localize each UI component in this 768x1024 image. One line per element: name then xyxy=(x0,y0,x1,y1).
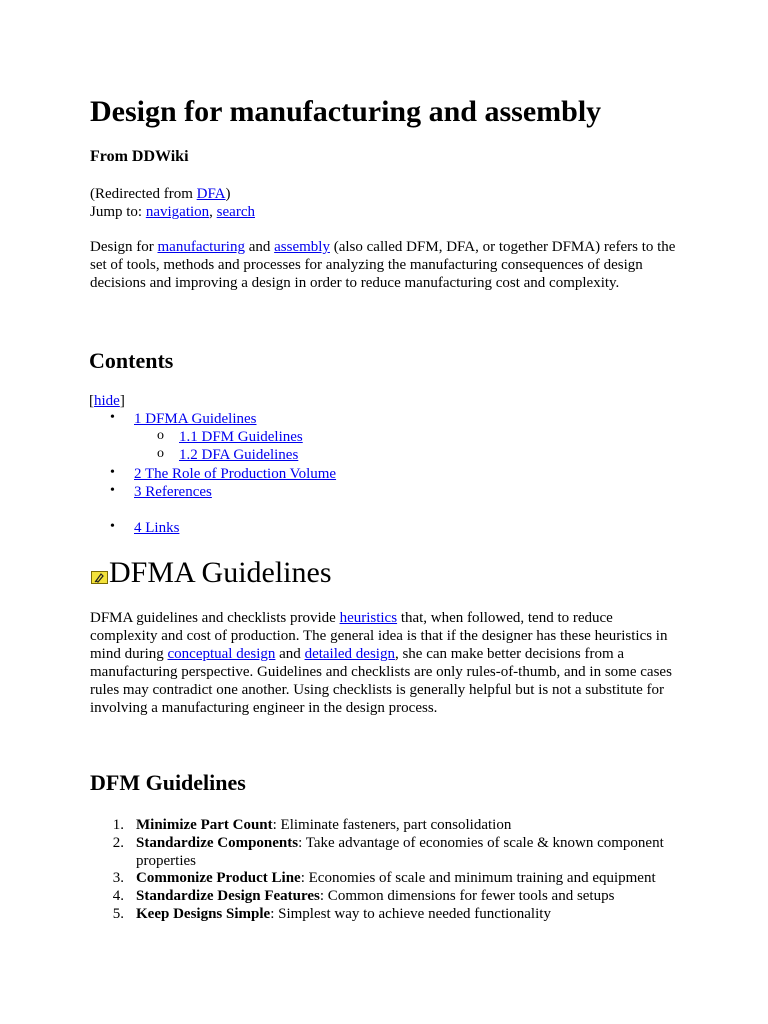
edit-section-icon[interactable] xyxy=(91,571,108,584)
toc-heading: Contents xyxy=(89,348,174,373)
dfma-paragraph: DFMA guidelines and checklists provide heuristics that, when followed, tend to reduce complexity and cost of production. The general idea is that if the designer has these heuristics in mind during conceptual design and detailed design, she can make better decisions from a manufacturing perspective. Guidelines and checklists are only rules-of-thumb, and in some cases rules may contradict one another. Using checklists is generally helpful but is not a substitute for involving a manufacturing engineer in the design process. xyxy=(90,610,672,716)
jump-navigation-link[interactable]: navigation xyxy=(145,204,210,220)
toc-item-references[interactable]: 3 References xyxy=(134,484,212,500)
list-item: Keep Designs Simple: Simplest way to achieve needed functionality xyxy=(136,906,551,922)
sub-bullet-marker: o xyxy=(157,446,164,461)
manufacturing-link[interactable]: manufacturing xyxy=(157,239,245,255)
list-number: 4. xyxy=(112,888,124,904)
sub-bullet-marker: o xyxy=(157,428,164,443)
list-item: Standardize Components: Take advantage of economies of scale & known component properties xyxy=(136,835,664,869)
heuristics-link[interactable]: heuristics xyxy=(339,610,398,626)
toc-item-dfma-guidelines[interactable]: 1 DFMA Guidelines xyxy=(134,411,257,427)
toc-hide-link[interactable]: hide xyxy=(94,393,120,409)
page-title: Design for manufacturing and assembly xyxy=(90,95,602,128)
list-number: 1. xyxy=(112,817,124,833)
jump-to: Jump to: navigation, search xyxy=(90,204,255,220)
site-subtitle: From DDWiki xyxy=(90,148,189,165)
section-title-dfma: DFMA Guidelines xyxy=(109,556,332,589)
intro-paragraph: Design for manufacturing and assembly (also called DFM, DFA, or together DFMA) refers to the set of tools, methods and processes for analyzing the manufacturing consequences of design decisions and improving a design in order to reduce manufacturing cost and complexity. xyxy=(90,239,676,291)
conceptual-design-link[interactable]: conceptual design xyxy=(167,646,276,662)
toc-item-production-volume[interactable]: 2 The Role of Production Volume xyxy=(134,466,337,482)
list-item: Minimize Part Count: Eliminate fasteners, part consolidation xyxy=(136,817,512,833)
detailed-design-link[interactable]: detailed design xyxy=(304,646,395,662)
section-title-dfm: DFM Guidelines xyxy=(90,770,246,795)
jump-search-link[interactable]: search xyxy=(216,204,255,220)
list-item: Standardize Design Features: Common dimensions for fewer tools and setups xyxy=(136,888,615,904)
bullet-marker: • xyxy=(110,465,115,480)
list-number: 5. xyxy=(112,906,124,922)
redirect-note: (Redirected from DFA) xyxy=(90,186,231,202)
toc-item-dfa-guidelines[interactable]: 1.2 DFA Guidelines xyxy=(179,447,299,463)
list-item: Commonize Product Line: Economies of scale and minimum training and equipment xyxy=(136,870,656,886)
toc-hide-toggle: [hide] xyxy=(89,393,125,409)
bullet-marker: • xyxy=(110,410,115,425)
bullet-marker: • xyxy=(110,483,115,498)
list-number: 3. xyxy=(112,870,124,886)
toc-item-dfm-guidelines[interactable]: 1.1 DFM Guidelines xyxy=(179,429,303,445)
redirect-link[interactable]: DFA xyxy=(196,186,226,202)
list-number: 2. xyxy=(112,835,124,851)
assembly-link[interactable]: assembly xyxy=(274,239,330,255)
bullet-marker: • xyxy=(110,519,115,534)
toc-item-links[interactable]: 4 Links xyxy=(134,520,180,536)
